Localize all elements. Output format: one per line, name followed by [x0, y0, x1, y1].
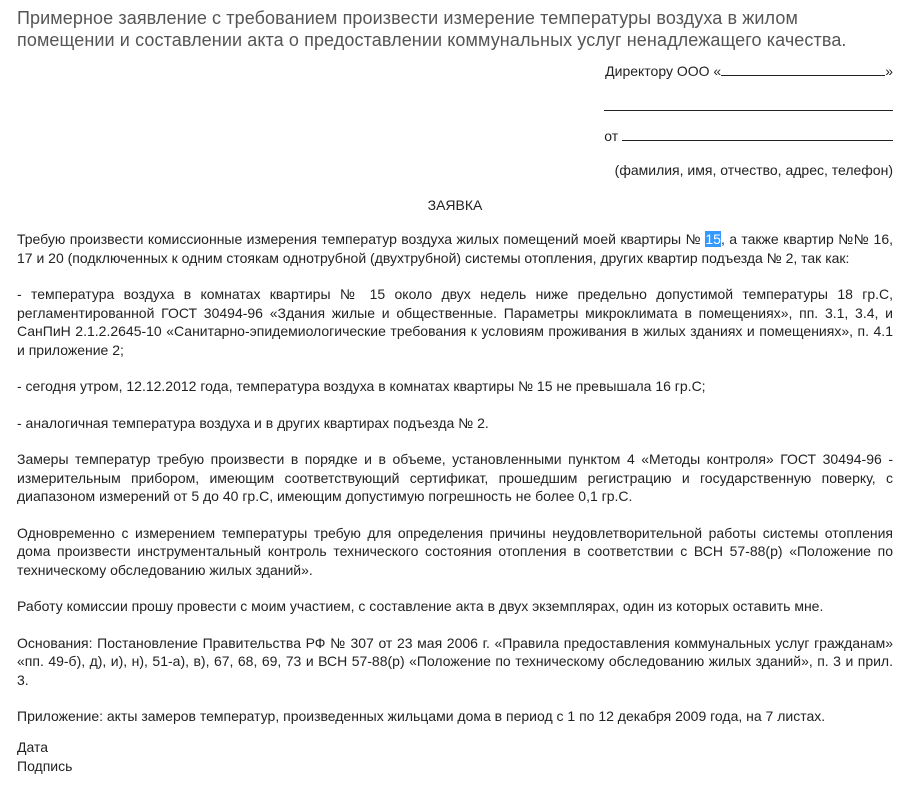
- blank-line: [604, 97, 893, 115]
- sender-caption: (фамилия, имя, отчество, адрес, телефон): [614, 162, 893, 178]
- director-suffix: »: [885, 63, 893, 79]
- director-prefix: Директору ООО «: [605, 63, 722, 79]
- date-label: Дата: [17, 739, 49, 755]
- paragraph-other-apartments: - аналогичная температура воздуха и в других квартирах подъезда № 2.: [17, 414, 489, 431]
- from-label: от: [604, 128, 619, 144]
- paragraph-today-measurement: - сегодня утром, 12.12.2012 года, температура воздуха в комнатах квартиры № 15 не превышала 16 гр.С;: [17, 378, 706, 394]
- paragraph-grounds: Основания: Постановление Правительства РФ № 307 от 23 мая 2006 г. «Правила предоставления коммунальных услуг гражданам» «пп. 49-б), д), и), н), 51-а), в), 67, 68, 69, 73 и ВСН 57-88(р) «Положение по техническому обследованию жилых зданий», п. 3 и прил. 3.: [17, 634, 893, 688]
- address-blank: [604, 97, 893, 111]
- paragraph-attachment: Приложение: акты замеров температур, произведенных жильцами дома в период с 1 по 12 декабря 2009 года, на 7 листах.: [17, 708, 826, 724]
- sender-blank: [622, 127, 893, 141]
- document-heading: ЗАЯВКА: [427, 197, 483, 213]
- intro-paragraph: [17, 230, 893, 267]
- signature-label: Подпись: [17, 758, 73, 774]
- intro-text-before: Требую произвести комиссионные измерения температур воздуха жилых помещений моей квартиры №: [17, 231, 701, 247]
- from-line: [604, 127, 893, 145]
- paragraph-temperature-norm: - температура воздуха в комнатах квартиры № 15 около двух недель ниже предельно допустимой температуры 18 гр.С, регламентированной ГОСТ 30494-96 «Здания жилые и общественные. Параметры микроклимата в помещениях», пп. 3.1, 3.4, и СанПиН 2.1.2.2645-10 «Санитарно-эпидемиологические требования к условиям проживания в жилых зданиях и помещениях», п. 4.1 и приложение 2;: [17, 286, 893, 358]
- paragraph-heating-inspection: Одновременно с измерением температуры требую для определения причины неудовлетворительной работы системы отопления дома произвести инструментальный контроль технического состояния отопления в соответствии с ВСН 57-88(р) «Положение по техническому обследованию жилых зданий».: [17, 524, 893, 578]
- company-name-blank: [721, 62, 885, 76]
- document-page: [17, 0, 893, 774]
- paragraph-commission-request: Работу комиссии прошу провести с моим участием, с составление акта в двух экземплярах, один из которых оставить мне.: [17, 598, 824, 614]
- document-body: [17, 230, 893, 744]
- highlighted-apartment-number: 15: [705, 231, 721, 247]
- paragraph-measurement-method: Замеры температур требую произвести в порядке и в объеме, установленными пунктом 4 «Методы контроля» ГОСТ 30494-96 - измерительным прибором, имеющим соответствующий сертификат, прошедшим регистрацию и государственную поверку, с диапазоном измерений от 5 до 40 гр.С, имеющим допустимую погрешность не более 0,1 гр.С.: [17, 451, 893, 504]
- document-title: Примерное заявление с требованием произвести измерение температуры воздуха в жилом помещении и составлении акта о предоставлении коммунальных услуг ненадлежащего качества.: [17, 8, 847, 50]
- signature-block: [17, 738, 72, 776]
- director-line: [605, 62, 893, 80]
- intro-text-after: , а также квартир №№ 16, 17 и 20 (подключенных к одним стоякам однотрубной (двухтрубной) системы отопления, других квартир подъезда № 2, так как:: [17, 231, 893, 266]
